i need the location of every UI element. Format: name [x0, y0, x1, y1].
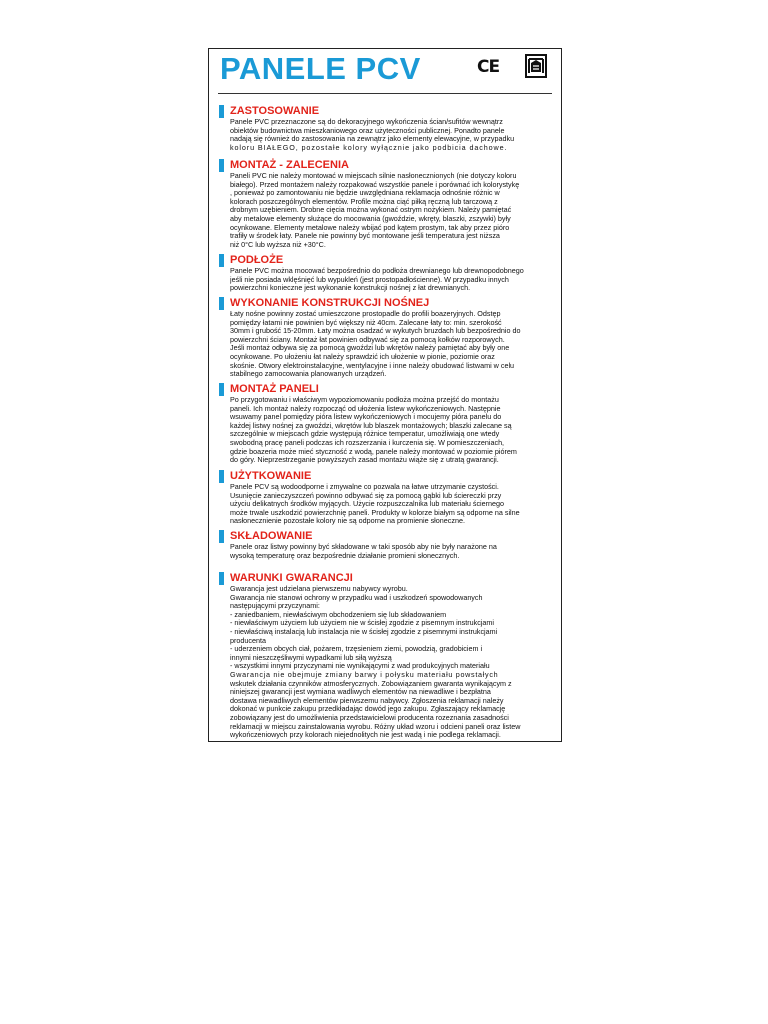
section-marker — [219, 470, 224, 483]
section-heading: SKŁADOWANIE — [230, 530, 313, 542]
body-line: koloru BIAŁEGO, pozostałe kolory wyłącznie jako podbicia dachowe. — [230, 143, 508, 152]
body-line: producenta — [230, 636, 266, 645]
section-heading: PODŁOŻE — [230, 254, 284, 266]
section-body — [230, 585, 552, 740]
page-title: PANELE PCV — [220, 51, 421, 86]
body-line: obiektów budownictwa mieszkaniowego oraz użyteczności publicznej. Ponadto panele — [230, 126, 505, 135]
section-marker — [219, 105, 224, 118]
section-konstrukcja — [219, 297, 552, 379]
body-line: wysoką temperaturę oraz bezpośrednie działanie promieni słonecznych. — [230, 551, 460, 560]
body-line: dokonać w punkcie zakupu przedkładając dowód jego zakupu. Zgłaszający reklamację — [230, 705, 506, 714]
body-line: ocynkowane. Elementy metalowe należy wbijać pod kątem prostym, tak aby przez pióro — [230, 223, 510, 232]
body-line: Jeśli montaż odbywa się za pomocą gwoździ lub wkrętów należy pamiętać aby były one — [230, 344, 510, 353]
section-heading: MONTAŻ - ZALECENIA — [230, 159, 349, 171]
body-line: swobodną pracę paneli podczas ich rozszerzania i kurczenia się. W pomieszczeniach, — [230, 438, 505, 447]
body-line: - niewłaściwym użyciem lub użyciem nie w ścisłej zgodzie z pisemnym instrukcjami — [230, 619, 495, 628]
ce-mark: CE — [477, 57, 500, 77]
body-line: reklamacji w miejscu zainstalowania wyrobu. Różny układ wzoru i odcieni paneli oraz listew — [230, 722, 521, 731]
body-line: może trwale uszkodzić powierzchnię paneli. Produkty w kolorze białym są odporne na silne — [230, 508, 520, 517]
body-line: Usunięcie zanieczyszczeń powinno odbywać się za pomocą gąbki lub ściereczki przy — [230, 491, 502, 500]
section-heading: ZASTOSOWANIE — [230, 105, 320, 117]
section-body — [230, 118, 552, 152]
leaflet-sheet — [208, 48, 562, 742]
body-line: użyciu delikatnych środków myjących. Użycie rozpuszczalnika lub materiału ściernego — [230, 500, 505, 509]
body-line: powierzchni konieczne jest wykonanie konstrukcji nośnej z łat drewnianych. — [230, 284, 471, 293]
body-line: białego). Przed montażem należy rozpakować wszystkie panele i porównać ich kolorystykę — [230, 180, 520, 189]
body-line: Po przygotowaniu i właściwym wypoziomowaniu podłoża można przejść do montażu — [230, 396, 499, 404]
body-line: powierzchni ściany. Montaż łat powinien odbywać się za pomocą kołków rozporowych. — [230, 335, 505, 344]
body-line: Panele PVC można mocować bezpośrednio do podłoża drewnianego lub drewnopodobnego — [230, 267, 524, 275]
body-line: pomiędzy łatami nie powinien być większy niż 40cm. Zalecane łaty to: min. szerokość — [230, 318, 502, 327]
body-line: dostawa niewadliwych elementów pierwszemu nabywcy. Zgłoszenia reklamacji należy — [230, 696, 504, 705]
section-body — [230, 396, 552, 465]
body-line: - zaniedbaniem, niewłaściwym obchodzeniem się lub składowaniem — [230, 610, 447, 619]
header — [218, 49, 552, 93]
body-line: zobowiązany jest do umożliwienia przedstawicielowi producenta rozeznania zasadności — [230, 713, 509, 722]
section-heading: WARUNKI GWARANCJI — [230, 572, 353, 584]
section-podloze — [219, 254, 552, 293]
body-line: Łaty nośne powinny zostać umieszczone prostopadle do profili boazeryjnych. Odstęp — [230, 310, 501, 318]
section-montaz-zalecenia — [219, 159, 552, 249]
body-line: wykończeniowych przy kolorach niejednolitych nie jest wadą i nie podlega reklamacji. — [230, 731, 501, 740]
section-body — [230, 543, 552, 560]
body-line: Panele PCV są wodoodporne i zmywalne co pozwala na łatwe utrzymanie czystości. — [230, 483, 499, 491]
body-line: szczególnie w miejscach gdzie występują różnice temperatur, umożliwiają one wtedy — [230, 430, 500, 439]
body-line: - niewłaściwą instalacją lub instalacja nie w ścisłej zgodzie z pisemnymi instrukcjami — [230, 627, 498, 636]
section-marker — [219, 572, 224, 585]
body-line: jeśli nie posiada wklęśnięć lub wypukleń (jest prostopadłościenne). W przypadku innych — [230, 275, 509, 284]
body-line: nadają się również do zastosowania na zewnątrz jako elementy elewacyjne, w przypadku — [230, 135, 515, 144]
body-line: niniejszej gwarancji jest wymiana wadliwych elementów na niewadliwe i bezpłatna — [230, 688, 491, 697]
body-line: niż 0°C lub wyższa niż +30°C. — [230, 240, 326, 249]
body-line: aby metalowe elementy służące do mocowania (gwoździe, wkręty, blaszki, zszywki) były — [230, 214, 511, 223]
body-line: skośnie. Otwory elektroinstalacyjne, wentylacyjne i inne należy obudować listwami w celu — [230, 361, 515, 370]
section-body — [230, 172, 552, 249]
section-uzytkowanie — [219, 470, 552, 526]
body-line: - uderzeniem obcych ciał, pożarem, trzęsieniem ziemi, powodzią, gradobiciem i — [230, 645, 483, 654]
body-line: Panele oraz listwy powinny być składowane w taki sposób aby nie były narażone na — [230, 543, 497, 551]
section-heading: UŻYTKOWANIE — [230, 470, 312, 482]
material-symbol-icon — [525, 54, 547, 78]
section-zastosowanie — [219, 105, 552, 152]
body-line: następującymi przyczynami: — [230, 602, 320, 611]
section-heading: MONTAŻ PANELI — [230, 383, 319, 395]
body-line: każdej listwy nośnej za gwoździ, wkrętów lub blaszek montażowych; blaszki zalecane są — [230, 421, 512, 430]
section-marker — [219, 530, 224, 543]
body-line: - wszystkimi innymi przyczynami nie wynikającymi z wad produkcyjnych materiału — [230, 662, 490, 671]
header-divider — [218, 93, 552, 94]
body-line: 30mm i grubość 15-20mm. Łaty można osadzać w wykutych bruzdach lub bezpośrednio do — [230, 327, 521, 336]
body-line: wsuwamy panel pomiędzy pióra listew wykończeniowych i mocujemy pióra panelu do — [230, 413, 502, 422]
body-line: wskutek działania czynników atmosferycznych. Zobowiązaniem gwaranta wynikającym z — [230, 679, 512, 688]
body-line: Gwarancja nie obejmuje zmiany barwy i połysku materiału powstałych — [230, 670, 499, 679]
body-line: Panele PVC przeznaczone są do dekoracyjnego wykończenia ścian/sufitów wewnątrz — [230, 118, 503, 126]
body-line: Gwarancja jest udzielana pierwszemu nabywcy wyrobu. — [230, 585, 408, 593]
body-line: drobnym uzębieniem. Drobne cięcia można wykonać ostrym nożykiem. Należy pamiętać — [230, 206, 512, 215]
section-body — [230, 267, 552, 293]
body-line: ocynkowane. Po ułożeniu łat należy sprawdzić ich ułożenie w pionie, poziomie oraz — [230, 352, 495, 361]
body-line: do góry. Nieprzestrzeganie powyższych zasad montażu wiąże się z utratą gwarancji. — [230, 456, 499, 465]
section-body — [230, 483, 552, 526]
body-line: , ponieważ po zamontowaniu nie będzie uwzględniana reklamacja odnośnie różnic w — [230, 189, 500, 198]
section-skladowanie — [219, 530, 552, 560]
body-line: innymi nieszczęśliwymi wypadkami lub siłą wyższą — [230, 653, 392, 662]
body-line: gdzie boazeria może mieć styczność z wodą, panele należy montować w poziomie piórem — [230, 447, 517, 456]
section-warunki-gwarancji — [219, 572, 552, 740]
section-marker — [219, 383, 224, 396]
body-line: nasłonecznienie pozostałe kolory nie są odporne na promienie słoneczne. — [230, 517, 465, 526]
section-marker — [219, 297, 224, 310]
body-line: trafiły w środek łaty. Panele nie powinny być montowane jeśli temperatura jest niższa — [230, 232, 500, 241]
body-line: paneli. Ich montaż należy rozpocząć od ułożenia listew wykończeniowych. Następnie — [230, 404, 501, 413]
body-line: kolorach poszczególnych elementów. Profile można ciąć piłką ręczną lub tarczową z — [230, 197, 498, 206]
body-line: stabilnego zamocowania planowanych urządzeń. — [230, 370, 387, 379]
section-montaz-paneli — [219, 383, 552, 465]
section-body — [230, 310, 552, 379]
section-marker — [219, 159, 224, 172]
section-marker — [219, 254, 224, 267]
body-line: Paneli PVC nie należy montować w miejscach silnie nasłonecznionych (nie dotyczy koloru — [230, 172, 517, 180]
body-line: Gwarancja nie stanowi ochrony w przypadku wad i uszkodzeń spowodowanych — [230, 593, 483, 602]
section-heading: WYKONANIE KONSTRUKCJI NOŚNEJ — [230, 297, 430, 309]
